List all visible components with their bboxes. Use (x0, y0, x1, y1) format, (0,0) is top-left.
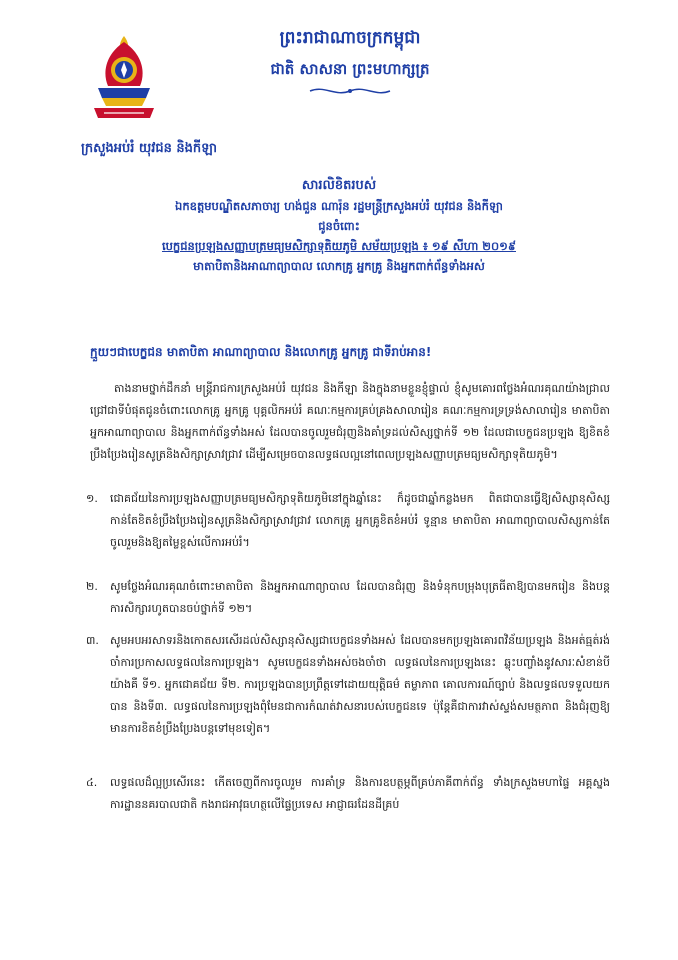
title-line-1: សារលិខិតរបស់ (301, 178, 377, 193)
ministry-name: ក្រសួងអប់រំ យុវជន និងកីឡា (80, 141, 218, 156)
list-item (86, 630, 610, 740)
letter-title (60, 176, 618, 276)
ministry-emblem-icon (88, 32, 160, 124)
national-motto: ជាតិ សាសនា ព្រះមហាក្សត្រ (270, 60, 430, 78)
list-item-number: ២. (86, 580, 98, 593)
title-line-2: ឯកឧត្តមបណ្ឌិតសភាចារ្យ ហង់ជួន ណារ៉ុន រដ្ឋមន្ត្រីក្រសួងអប់រំ យុវជន និងកីឡា (175, 199, 503, 213)
list-item-number: ៤. (86, 776, 98, 789)
list-item-number: ៣. (86, 634, 99, 647)
title-line-4: បេក្ខជនប្រឡងសញ្ញាបត្រមធ្យមសិក្សាទុតិយភូមិ សម័យប្រឡង ៖ ១៩ សីហា ២០១៩ (161, 239, 516, 253)
list-item-text: សូមថ្លែងអំណរគុណចំពោះមាតាបិតា និងអ្នកអាណាព្យាបាល ដែលបានជំរុញ និងទំនុកបម្រុងបុត្រធីតាឱ្យបានមករៀន និងបន្តការសិក្សារហូតបានចប់ថ្នាក់ទី ១២។ (110, 580, 610, 615)
greeting: ក្មួយៗជាបេក្ខជន មាតាបិតា អាណាព្យាបាល និងលោកគ្រូ អ្នកគ្រូ ជាទីរាប់អាន! (90, 345, 432, 359)
intro-paragraph: តាងនាមថ្នាក់ដឹកនាំ មន្ត្រីរាជការក្រសួងអប់រំ យុវជន និងកីឡា និងក្នុងនាមខ្លួនខ្ញុំផ្ទាល់ ខ្ញុំសូមគោរពថ្លែងអំណរគុណយ៉ាងជ្រាលជ្រៅជាទីបំផុតជូនចំពោះលោកគ្រូ អ្នកគ្រូ បុគ្គលិកអប់រំ គណៈកម្មការគ្រប់គ្រងសាលារៀន គណៈកម្មការទ្រទ្រង់សាលារៀន មាតាបិតា អ្នកអាណាព្យាបាល និងអ្នកពាក់ព័ន្ធទាំងអស់ ដែលបានចូលរួមជំរុញនិងគាំទ្រដល់សិស្សថ្នាក់ទី ១២ ដែលជាបេក្ខជនប្រឡង ឱ្យខិតខំប្រឹងប្រែងរៀនសូត្រនិងសិក្សាស្រាវជ្រាវ ដើម្បីសម្រេចបានលទ្ធផលល្អនៅពេលប្រឡងសញ្ញាបត្រមធ្យមសិក្សាទុតិយភូមិ។ (90, 382, 610, 461)
list-item (86, 772, 610, 816)
list-item (86, 488, 610, 554)
list-item-text: សូមអបអរសាទរនិងកោតសរសើរដល់សិស្សានុសិស្សជាបេក្ខជនទាំងអស់ ដែលបានមកប្រឡងគោរពវិន័យប្រឡង និងអត់ធ្មត់រង់ចាំការប្រកាសលទ្ធផលនៃការប្រឡង។ សូមបេក្ខជនទាំងអស់ចងចាំថា លទ្ធផលនៃការប្រឡងនេះ ឆ្លុះបញ្ចាំងនូវសារៈសំខាន់បីយ៉ាងគឺ ទី១. អ្នកជោគជ័យ ទី២. ការប្រឡងបានប្រព្រឹត្តទៅដោយយុត្តិធម៌ តម្លាភាព គោលការណ៍ច្បាប់ និងលទ្ធផលទទួលយកបាន និងទី៣. លទ្ធផលនៃការប្រឡងពុំមែនជាការកំណត់វាសនារបស់បេក្ខជនទេ ប៉ុន្តែគឺជាការវាស់ស្ទង់សមត្ថភាព និងជំរុញឱ្យមានការខិតខំប្រឹងប្រែងបន្តទៅមុខទៀត។ (110, 634, 610, 735)
list-item (86, 576, 610, 620)
list-item-text: លទ្ធផលដ៏ល្អប្រសើរនេះ កើតចេញពីការចូលរួម ការគាំទ្រ និងការឧបត្ថម្ភពីគ្រប់ភាគីពាក់ព័ន្ធ ទាំងក្រសួងមហាផ្ទៃ អគ្គស្នងការដ្ឋាននគរបាលជាតិ កងរាជអាវុធហត្ថលើផ្ទៃប្រទេស អាជ្ញាធរដែនដីគ្រប់ (110, 776, 610, 811)
list-item-text: ជោគជ័យនៃការប្រឡងសញ្ញាបត្រមធ្យមសិក្សាទុតិយភូមិនៅក្នុងឆ្នាំនេះ ក៏ដូចជាឆ្នាំកន្លងមក ពិតជាបានធ្វើឱ្យសិស្សានុសិស្សកាន់តែខិតខំប្រឹងប្រែងរៀនសូត្រនិងសិក្សាស្រាវជ្រាវ លោកគ្រូ អ្នកគ្រូខិតខំអប់រំ ទូន្មាន មាតាបិតា អាណាព្យាបាលសិស្សកាន់តែចូលរួមនិងឱ្យតម្លៃខ្ពស់លើការអប់រំ។ (110, 492, 610, 549)
title-line-5: មាតាបិតានិងអាណាព្យាបាល លោកគ្រូ អ្នកគ្រូ និងអ្នកពាក់ព័ន្ធទាំងអស់ (193, 259, 485, 273)
kingdom-heading: ព្រះរាជាណាចក្រកម្ពុជា (279, 28, 421, 48)
ornament-divider-icon (300, 84, 400, 98)
title-line-3: ជូនចំពោះ (318, 219, 360, 233)
list-item-number: ១. (86, 492, 98, 505)
